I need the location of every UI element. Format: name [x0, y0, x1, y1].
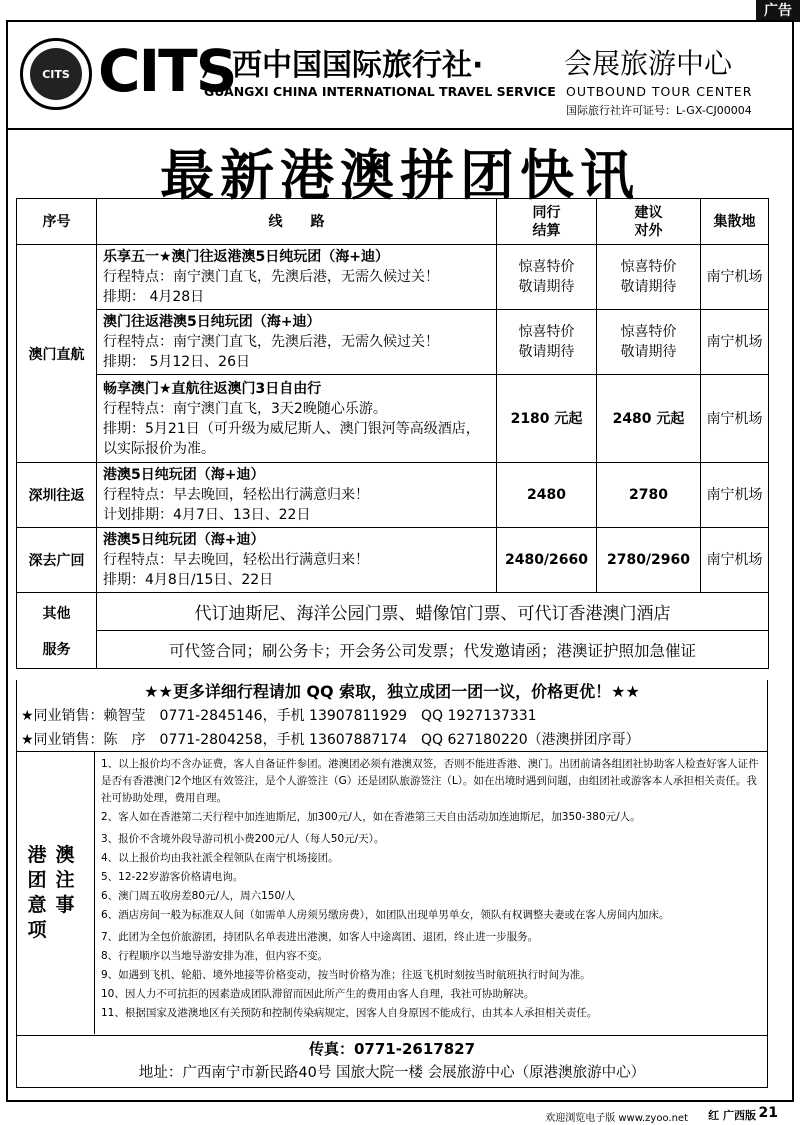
route-cell: 澳门往返港澳5日纯玩团（海+迪） 行程特点：南宁澳门直飞，先澳后港，无需久候过关！ 排期： 5月12日、26日: [97, 310, 497, 375]
category-macau: 澳门直航: [17, 245, 97, 463]
suggest-price: 2480 元起: [597, 375, 701, 463]
suggest-price: 惊喜特价 敬请期待: [597, 245, 701, 310]
peer-price: 2480: [497, 463, 597, 528]
notes-label: 港 澳 团 注 意 事 项: [17, 752, 95, 1034]
note-item: 1、以上报价均不含办证费，客人自备证件参团。港澳团必须有港澳双签，否则不能进香港、澳门。出团前请各组团社协助客人检查好客人证件是否有香港澳门2个地区有效签注，是个人游签注（G）还是团队旅游签注（L）。如在出境时遇到问题，由组团社或游客本人承担相关责任。我社可协助处理，费用自理。: [101, 758, 759, 804]
logo-emblem-text: CITS: [30, 48, 82, 100]
website-note: 欢迎浏览电子版 www.zyoo.net: [545, 1113, 688, 1124]
route-cell: 畅享澳门★直航往返澳门3日自由行 行程特点：南宁澳门直飞，3天2晚随心乐游。 排期：5月21日（可升级为威尼斯人、澳门银河等高级酒店，以实际报价为准。: [97, 375, 497, 463]
ad-tag: 广告: [756, 0, 800, 22]
agency-name-en: GUANGXI CHINA INTERNATIONAL TRAVEL SERVICE: [204, 84, 556, 99]
note-item: 5、12-22岁游客价格请电询。: [101, 871, 244, 883]
category-shenzhen: 深圳往返: [17, 463, 97, 528]
other-service-row: [17, 631, 769, 669]
notes-list: [101, 756, 763, 1024]
page-footer: [0, 1104, 800, 1125]
header-peer-price: 同行 结算: [497, 199, 597, 245]
table-row: [17, 245, 769, 310]
center-name-cn: 会展旅游中心: [564, 47, 733, 80]
header-gather: 集散地: [701, 199, 769, 245]
peer-price: 2180 元起: [497, 375, 597, 463]
other-service-row: [17, 593, 769, 631]
license-number: 国际旅行社许可证号：L-GX-CJ00004: [566, 104, 752, 117]
main-title: 最新港澳拼团快讯: [160, 144, 640, 207]
note-item: 8、行程顺序以当地导游安排为准，但内容不变。: [101, 950, 329, 962]
peer-price: 惊喜特价 敬请期待: [497, 245, 597, 310]
route-cell: 港澳5日纯玩团（海+迪） 行程特点：早去晚回，轻松出行满意归来！ 排期：4月8日/15日、22日: [97, 528, 497, 593]
other-service-2: 可代签合同；刷公务卡；开会务公司发票；代发邀请函；港澳证护照加急催证: [97, 631, 769, 669]
table-row: [17, 310, 769, 375]
table-row: [17, 463, 769, 528]
cits-logo-text: CITS: [98, 37, 236, 105]
peer-price: 惊喜特价 敬请期待: [497, 310, 597, 375]
cits-logo-emblem: [20, 38, 92, 110]
note-item: 10、因人力不可抗拒的因素造成团队滞留而因此所产生的费用由客人自理，我社可协助解决。: [101, 988, 535, 1000]
note-item: 2、客人如在香港第二天行程中加连迪斯尼，加300元/人，如在香港第三天自由活动加连迪斯尼，加350-380元/人。: [101, 811, 641, 823]
gather-place: 南宁机场: [701, 463, 769, 528]
agency-name-cn: 广西中国国际旅行社·: [202, 48, 484, 83]
contact-headline: ★★更多详细行程请加 QQ 索取，独立成团一团一议，价格更优！★★: [144, 682, 640, 701]
gather-place: 南宁机场: [701, 528, 769, 593]
category-other: 其他 服务: [17, 593, 97, 669]
route-cell: 乐享五一★澳门往返港澳5日纯玩团（海+迪） 行程特点：南宁澳门直飞，先澳后港，无需久候过关！ 排期： 4月28日: [97, 245, 497, 310]
note-item: 11、根据国家及港澳地区有关预防和控制传染病规定，因客人自身原因不能成行，由其本人承担相关责任。: [101, 1007, 598, 1019]
address: 地址：广西南宁市新民路40号 国旅大院一楼 会展旅游中心（原港澳旅游中心）: [138, 1065, 646, 1081]
footer-contact: [16, 1036, 768, 1088]
note-item: 4、以上报价均由我社派全程领队在南宁机场接团。: [101, 852, 339, 864]
other-service-1: 代订迪斯尼、海洋公园门票、蜡像馆门票、可代订香港澳门酒店: [97, 593, 769, 631]
note-item: 7、此团为全包价旅游团，持团队名单表进出港澳，如客人中途离团、退团，终止进一步服务。: [101, 931, 539, 943]
note-item: 6、酒店房间一般为标准双人间（如需单人房须另缴房费），如团队出现单男单女，领队有权调整夫妻或在客人房间内加床。: [101, 909, 670, 921]
suggest-price: 2780/2960: [597, 528, 701, 593]
peer-price: 2480/2660: [497, 528, 597, 593]
category-shenqu: 深去广回: [17, 528, 97, 593]
center-name-en: OUTBOUND TOUR CENTER: [566, 84, 753, 99]
sales-contact-2: ★同业销售：陈 序 0771-2804258，手机 13607887174 QQ 627180220（港澳拼团序哥）: [21, 732, 640, 748]
page-number: 21: [758, 1105, 778, 1121]
gather-place: 南宁机场: [701, 245, 769, 310]
sales-contact-1: ★同业销售：赖智莹 0771-2845146，手机 13907811929 QQ 1927137331: [21, 708, 537, 724]
contact-section: [16, 680, 768, 752]
header-route: 线 路: [97, 199, 497, 245]
table-row: [17, 528, 769, 593]
header: [8, 22, 792, 130]
note-item: 6、澳门周五收房差80元/人，周六150/人: [101, 890, 296, 902]
fax-number: 传真：0771-2617827: [308, 1040, 476, 1058]
suggest-price: 2780: [597, 463, 701, 528]
header-suggest-price: 建议 对外: [597, 199, 701, 245]
table-row: [17, 375, 769, 463]
header-no: 序号: [17, 199, 97, 245]
notes-section: [16, 752, 768, 1036]
table-header-row: [17, 199, 769, 245]
note-item: 3、报价不含境外段导游司机小费200元/人（每人50元/天）。: [101, 833, 385, 845]
gather-place: 南宁机场: [701, 310, 769, 375]
edition-label: 红 广西版: [708, 1109, 756, 1122]
suggest-price: 惊喜特价 敬请期待: [597, 310, 701, 375]
route-cell: 港澳5日纯玩团（海+迪） 行程特点：早去晚回，轻松出行满意归来！ 计划排期：4月7日、13日、22日: [97, 463, 497, 528]
gather-place: 南宁机场: [701, 375, 769, 463]
tour-price-table: [16, 198, 769, 669]
note-item: 9、如遇到飞机、轮船、境外地接等价格变动，按当时价格为准；往返飞机时刻按当时航班执行时间为准。: [101, 969, 591, 981]
